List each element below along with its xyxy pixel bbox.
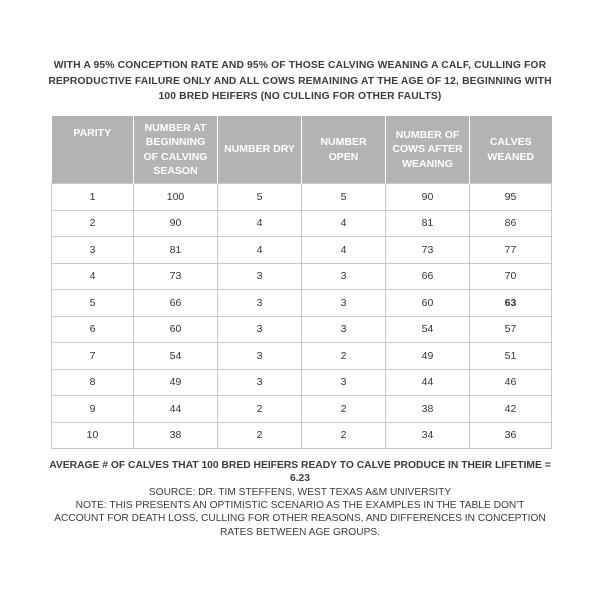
table-row (52, 422, 552, 449)
table-cell: 51 (470, 343, 552, 370)
table-cell: 36 (470, 422, 552, 449)
table-cell: 95 (470, 184, 552, 211)
table-cell: 42 (470, 396, 552, 423)
table-cell: 77 (470, 237, 552, 264)
table-row (52, 237, 552, 264)
lifetime-average-summary: AVERAGE # OF CALVES THAT 100 BRED HEIFERS READY TO CALVE PRODUCE IN THEIR LIFETIME = 6.23 (49, 460, 551, 484)
table-cell: 10 (52, 422, 134, 449)
table-cell: 90 (134, 210, 218, 237)
table-cell: 3 (218, 369, 302, 396)
table-cell: 4 (302, 237, 386, 264)
table-cell: 66 (386, 263, 470, 290)
table-cell: 2 (218, 422, 302, 449)
header-number-open: NUMBER OPEN (302, 116, 386, 184)
table-cell: 3 (302, 263, 386, 290)
table-cell: 38 (386, 396, 470, 423)
table-cell: 63 (470, 290, 552, 317)
table-cell: 54 (386, 316, 470, 343)
table-cell: 2 (218, 396, 302, 423)
table-cell: 46 (470, 369, 552, 396)
table-cell: 3 (302, 316, 386, 343)
table-cell: 60 (386, 290, 470, 317)
table-cell: 81 (134, 237, 218, 264)
table-cell: 3 (218, 290, 302, 317)
table-row (52, 396, 552, 423)
table-cell: 3 (218, 263, 302, 290)
source-credit: SOURCE: DR. TIM STEFFENS, WEST TEXAS A&M UNIVERSITY (148, 487, 452, 498)
table-cell: 5 (302, 184, 386, 211)
table-cell: 7 (52, 343, 134, 370)
table-cell: 1 (52, 184, 134, 211)
table-row (52, 184, 552, 211)
table-cell: 44 (386, 369, 470, 396)
table-cell: 4 (302, 210, 386, 237)
table-cell: 70 (470, 263, 552, 290)
table-cell: 2 (302, 422, 386, 449)
header-number-dry: NUMBER DRY (218, 116, 302, 184)
table-cell: 49 (134, 369, 218, 396)
table-cell: 57 (470, 316, 552, 343)
table-cell: 81 (386, 210, 470, 237)
table-row (52, 290, 552, 317)
table-cell: 3 (302, 290, 386, 317)
page-title: WITH A 95% CONCEPTION RATE AND 95% OF THOSE CALVING WEANING A CALF, CULLING FOR REPRODUCTIVE FAILURE ONLY AND ALL COWS REMAINING AT THE AGE OF 12, BEGINNING WITH 100 BRED HEIFERS (NO CULLING FOR OTHER FAULTS) (48, 60, 552, 102)
table-cell: 5 (218, 184, 302, 211)
table-cell: 3 (52, 237, 134, 264)
table-cell: 4 (218, 210, 302, 237)
table-cell: 34 (386, 422, 470, 449)
table-cell: 5 (52, 290, 134, 317)
table-cell: 38 (134, 422, 218, 449)
table-cell: 44 (134, 396, 218, 423)
table-row (52, 316, 552, 343)
table-cell: 8 (52, 369, 134, 396)
table-cell: 9 (52, 396, 134, 423)
header-calves-weaned: CALVES WEANED (470, 116, 552, 184)
header-number-at-beginning: NUMBER AT BEGINNING OF CALVING SEASON (134, 116, 218, 184)
table-cell: 2 (302, 343, 386, 370)
table-cell: 3 (218, 316, 302, 343)
table-row (52, 210, 552, 237)
table-cell: 3 (218, 343, 302, 370)
table-cell: 60 (134, 316, 218, 343)
table-cell: 86 (470, 210, 552, 237)
table-cell: 49 (386, 343, 470, 370)
table-row (52, 343, 552, 370)
table-cell: 73 (386, 237, 470, 264)
calving-table (51, 116, 552, 449)
table-cell: 6 (52, 316, 134, 343)
table-header-row (52, 116, 552, 184)
table-cell: 2 (302, 396, 386, 423)
header-cows-after-weaning: NUMBER OF COWS AFTER WEANING (386, 116, 470, 184)
table-cell: 3 (302, 369, 386, 396)
table-cell: 73 (134, 263, 218, 290)
table-cell: 66 (134, 290, 218, 317)
table-cell: 4 (52, 263, 134, 290)
header-parity: PARITY (52, 116, 134, 184)
table-row (52, 369, 552, 396)
table-cell: 4 (218, 237, 302, 264)
table-cell: 90 (386, 184, 470, 211)
table-cell: 54 (134, 343, 218, 370)
table-cell: 100 (134, 184, 218, 211)
footnote: NOTE: THIS PRESENTS AN OPTIMISTIC SCENARIO AS THE EXAMPLES IN THE TABLE DON'T ACCOUNT FOR DEATH LOSS, CULLING FOR OTHER REASONS, AND DIFFERENCES IN CONCEPTION RATES BETWEEN AGE GROUPS. (54, 500, 546, 538)
table-cell: 2 (52, 210, 134, 237)
table-row (52, 263, 552, 290)
